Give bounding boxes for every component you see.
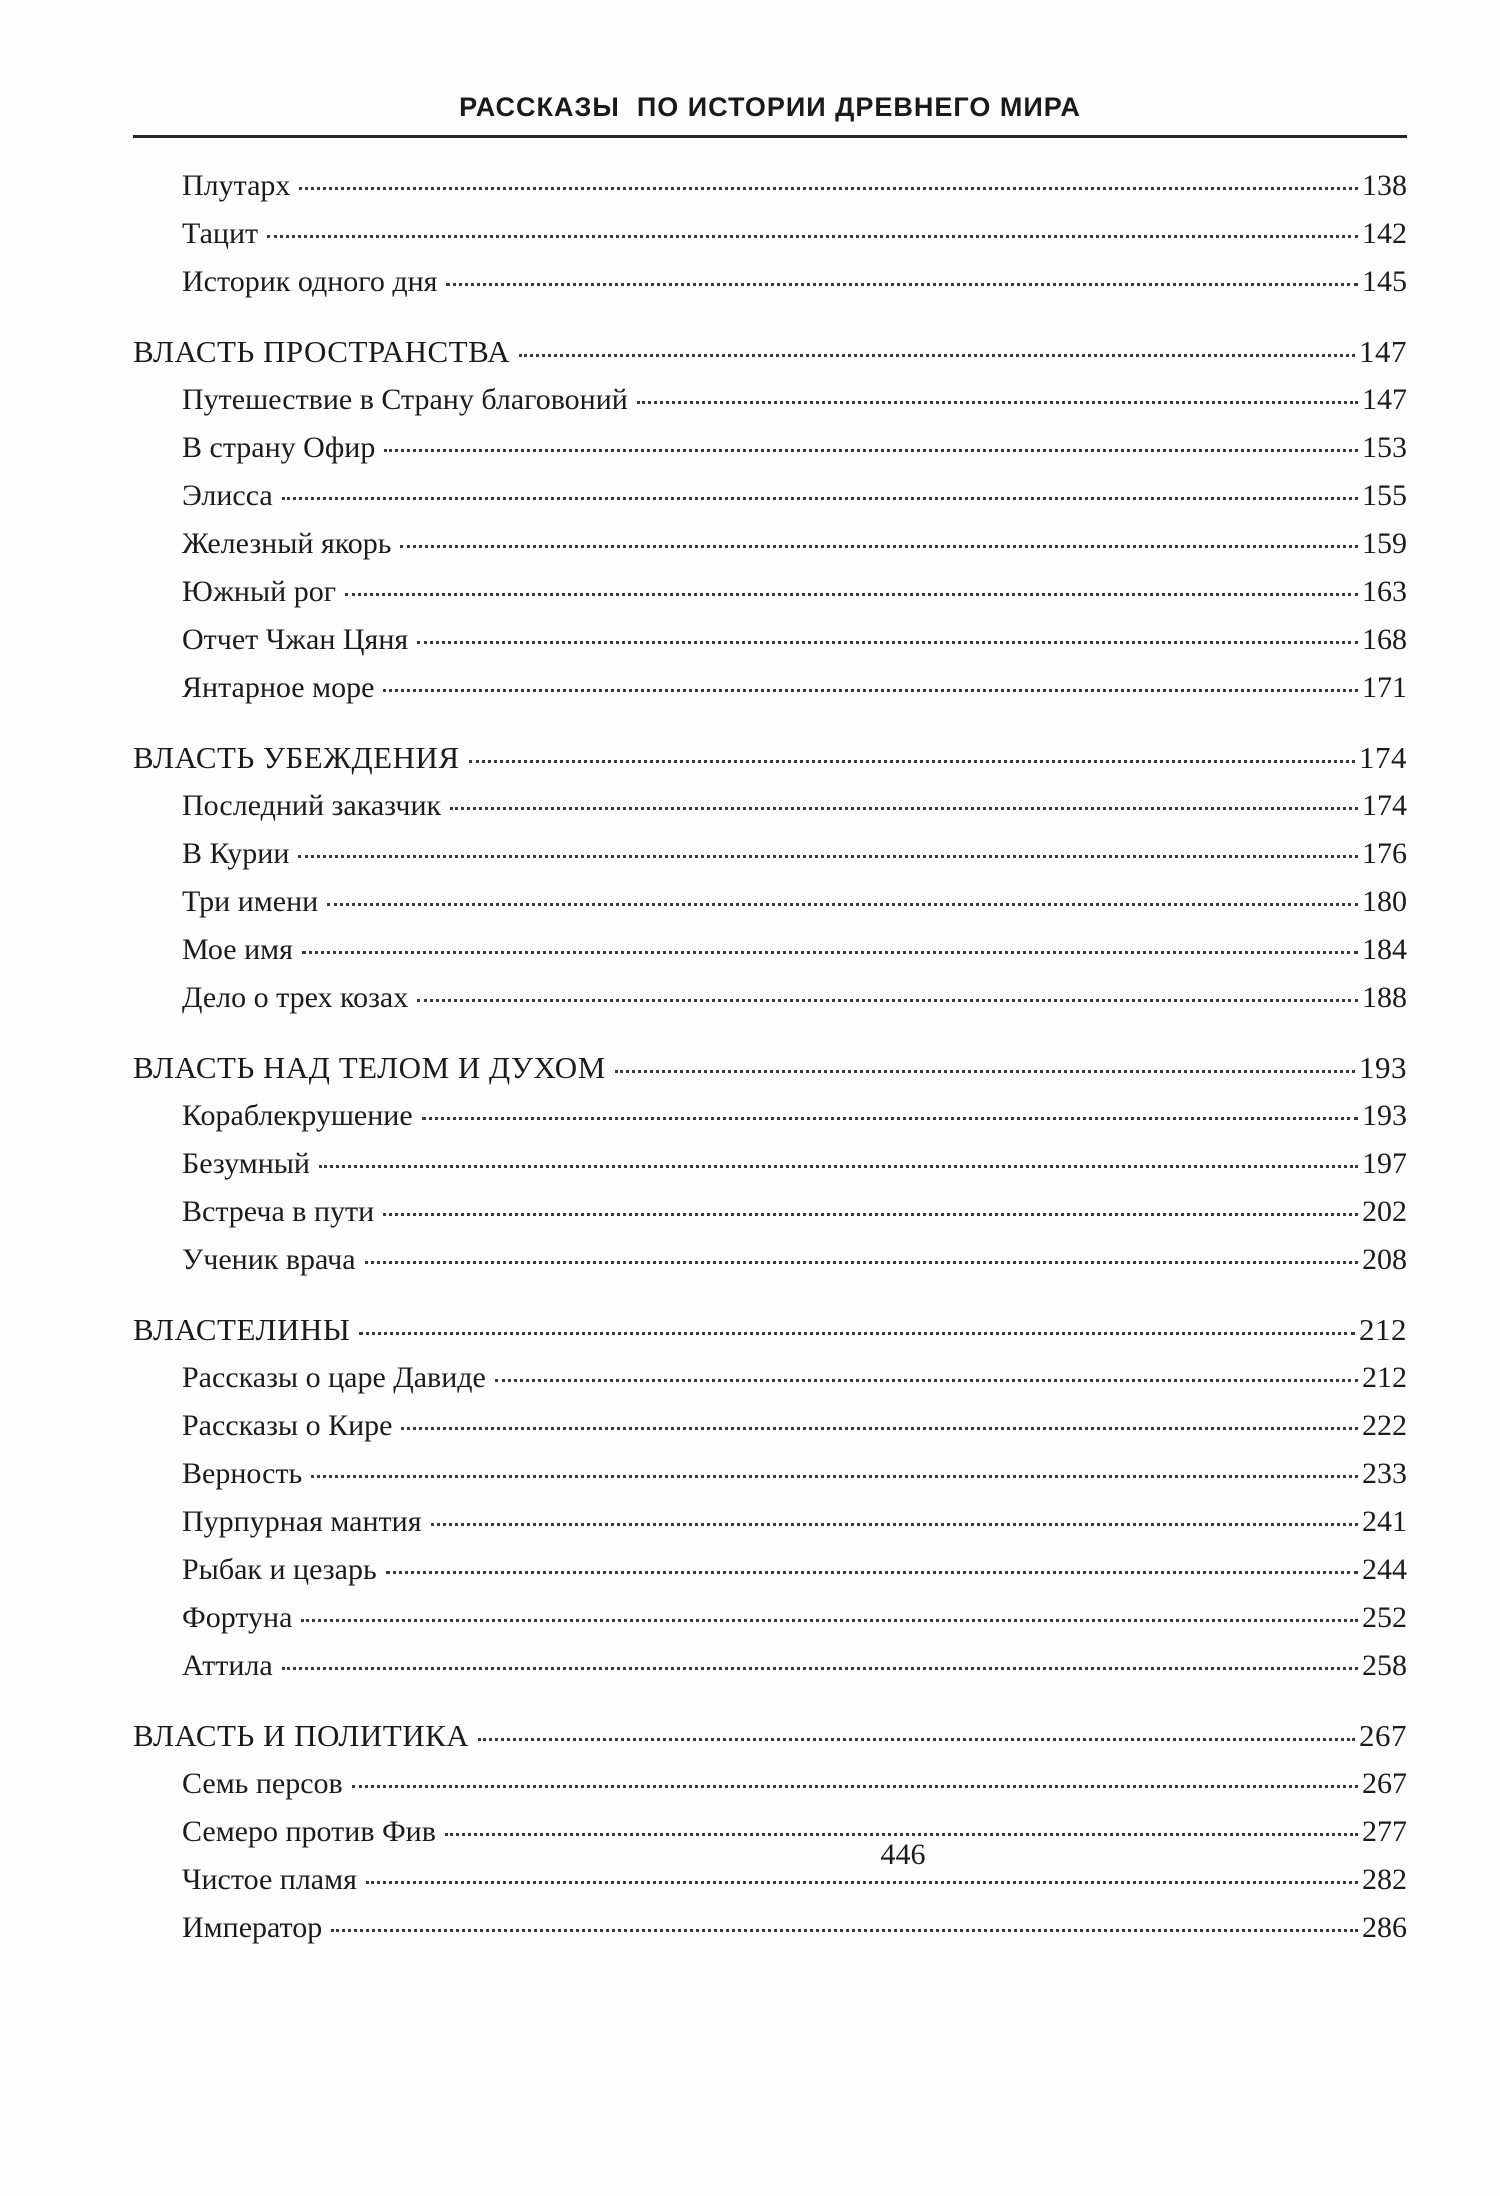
toc-list [133, 162, 1407, 1952]
toc-entry-label: Чистое пламя [182, 1863, 357, 1896]
toc-leader-dots [495, 1379, 1358, 1382]
toc-leader-dots [282, 497, 1358, 500]
toc-entry-page: 193 [1359, 1050, 1407, 1085]
toc-item-row [133, 974, 1407, 1022]
toc-entry-page: 202 [1362, 1195, 1407, 1228]
toc-leader-dots [345, 593, 1358, 596]
toc-item-row [133, 568, 1407, 616]
toc-item-row [133, 376, 1407, 424]
toc-leader-dots [445, 1833, 1358, 1836]
toc-entry-page: 147 [1362, 383, 1407, 416]
toc-entry-page: 168 [1362, 623, 1407, 656]
toc-entry-label: Отчет Чжан Цяня [182, 623, 409, 656]
toc-entry-label: Семь персов [182, 1767, 343, 1800]
toc-entry-label: Семеро против Фив [182, 1815, 436, 1848]
toc-entry-page: 208 [1362, 1243, 1407, 1276]
toc-item-row [133, 424, 1407, 472]
toc-entry-label: Пурпурная мантия [182, 1505, 422, 1538]
toc-leader-dots [331, 1929, 1358, 1932]
toc-entry-page: 258 [1362, 1649, 1407, 1682]
toc-leader-dots [365, 1261, 1358, 1264]
toc-entry-label: Кораблекрушение [182, 1099, 413, 1132]
toc-entry-label: ВЛАСТЬ УБЕЖДЕНИЯ [133, 740, 460, 775]
toc-entry-label: Железный якорь [182, 527, 392, 560]
toc-leader-dots [383, 689, 1358, 692]
toc-leader-dots [282, 1667, 1358, 1670]
toc-item-row [133, 1594, 1407, 1642]
page-footer [266, 1838, 1500, 1872]
toc-entry-page: 147 [1359, 334, 1407, 369]
toc-item-row [133, 878, 1407, 926]
toc-entry-page: 267 [1362, 1767, 1407, 1800]
toc-leader-dots [431, 1523, 1358, 1526]
toc-leader-dots [327, 903, 1358, 906]
toc-entry-label: Рассказы о царе Давиде [182, 1361, 486, 1394]
toc-item-row [133, 1354, 1407, 1402]
toc-entry-label: Тацит [182, 217, 259, 250]
toc-entry-label: Рассказы о Кире [182, 1409, 393, 1442]
toc-entry-page: 153 [1362, 431, 1407, 464]
toc-leader-dots [302, 951, 1358, 954]
toc-entry-label: Историк одного дня [182, 265, 438, 298]
toc-entry-label: В Курии [182, 837, 290, 870]
toc-leader-dots [359, 1332, 1355, 1335]
toc-entry-page: 241 [1362, 1505, 1407, 1538]
toc-entry-label: Дело о трех козах [182, 981, 409, 1014]
toc-item-row [133, 1904, 1407, 1952]
toc-entry-label: Янтарное море [182, 671, 375, 704]
toc-leader-dots [417, 641, 1358, 644]
toc-entry-label: Рыбак и цезарь [182, 1553, 377, 1586]
toc-leader-dots [386, 1571, 1358, 1574]
page-header-title: РАССКАЗЫ ПО ИСТОРИИ ДРЕВНЕГО МИРА [459, 92, 1081, 122]
toc-section-row [133, 1306, 1407, 1354]
toc-entry-label: ВЛАСТЬ ПРОСТРАНСТВА [133, 334, 511, 369]
toc-entry-label: Элисса [182, 479, 273, 512]
toc-leader-dots [446, 283, 1358, 286]
toc-section-row [133, 1044, 1407, 1092]
toc-entry-label: Плутарх [182, 169, 291, 202]
toc-entry-label: Встреча в пути [182, 1195, 375, 1228]
toc-item-row [133, 1236, 1407, 1284]
toc-entry-page: 138 [1362, 169, 1407, 202]
toc-entry-page: 252 [1362, 1601, 1407, 1634]
header-rule [133, 135, 1407, 138]
toc-leader-dots [422, 1117, 1358, 1120]
toc-leader-dots [637, 401, 1358, 404]
toc-entry-page: 277 [1362, 1815, 1407, 1848]
toc-entry-page: 222 [1362, 1409, 1407, 1442]
toc-leader-dots [469, 760, 1355, 763]
toc-entry-page: 184 [1362, 933, 1407, 966]
toc-entry-label: ВЛАСТЬ И ПОЛИТИКА [133, 1718, 470, 1753]
toc-entry-label: Мое имя [182, 933, 293, 966]
toc-entry-label: Верность [182, 1457, 303, 1490]
toc-entry-page: 171 [1362, 671, 1407, 704]
toc-item-row [133, 1760, 1407, 1808]
toc-entry-page: 244 [1362, 1553, 1407, 1586]
toc-entry-label: Фортуна [182, 1601, 293, 1634]
toc-item-row [133, 664, 1407, 712]
toc-item-row [133, 830, 1407, 878]
toc-entry-label: Безумный [182, 1147, 310, 1180]
toc-entry-label: Император [182, 1911, 323, 1944]
toc-entry-label: ВЛАСТЬ НАД ТЕЛОМ И ДУХОМ [133, 1050, 606, 1085]
toc-entry-page: 163 [1362, 575, 1407, 608]
toc-leader-dots [401, 1427, 1358, 1430]
running-header [133, 0, 1407, 138]
toc-item-row [133, 616, 1407, 664]
toc-entry-page: 159 [1362, 527, 1407, 560]
toc-entry-page: 267 [1359, 1718, 1407, 1753]
toc-item-row [133, 1642, 1407, 1690]
toc-leader-dots [352, 1785, 1358, 1788]
toc-entry-page: 155 [1362, 479, 1407, 512]
toc-item-row [133, 1450, 1407, 1498]
toc-entry-page: 197 [1362, 1147, 1407, 1180]
toc-item-row [133, 1092, 1407, 1140]
toc-item-row [133, 1140, 1407, 1188]
toc-entry-page: 193 [1362, 1099, 1407, 1132]
toc-section-row [133, 1712, 1407, 1760]
toc-leader-dots [478, 1738, 1355, 1741]
toc-item-row [133, 1498, 1407, 1546]
toc-entry-label: Ученик врача [182, 1243, 356, 1276]
toc-item-row [133, 520, 1407, 568]
toc-item-row [133, 1402, 1407, 1450]
toc-entry-label: В страну Офир [182, 431, 376, 464]
toc-leader-dots [298, 855, 1358, 858]
toc-item-row [133, 1546, 1407, 1594]
page-number: 446 [880, 1838, 926, 1871]
toc-entry-page: 174 [1359, 740, 1407, 775]
toc-leader-dots [383, 1213, 1358, 1216]
toc-item-row [133, 162, 1407, 210]
toc-entry-page: 212 [1359, 1312, 1407, 1347]
toc-entry-label: ВЛАСТЕЛИНЫ [133, 1312, 351, 1347]
toc-item-row [133, 926, 1407, 974]
toc-entry-label: Последний заказчик [182, 789, 442, 822]
toc-entry-page: 233 [1362, 1457, 1407, 1490]
toc-leader-dots [299, 187, 1358, 190]
toc-entry-page: 176 [1362, 837, 1407, 870]
toc-entry-page: 174 [1362, 789, 1407, 822]
toc-leader-dots [615, 1070, 1355, 1073]
toc-item-row [133, 472, 1407, 520]
toc-entry-page: 286 [1362, 1911, 1407, 1944]
toc-leader-dots [311, 1475, 1358, 1478]
toc-leader-dots [417, 999, 1358, 1002]
toc-entry-label: Аттила [182, 1649, 273, 1682]
toc-entry-page: 180 [1362, 885, 1407, 918]
toc-item-row [133, 210, 1407, 258]
toc-section-row [133, 734, 1407, 782]
toc-entry-page: 212 [1362, 1361, 1407, 1394]
toc-entry-label: Путешествие в Страну благовоний [182, 383, 628, 416]
toc-leader-dots [384, 449, 1358, 452]
toc-leader-dots [519, 354, 1355, 357]
toc-leader-dots [319, 1165, 1358, 1168]
toc-item-row [133, 782, 1407, 830]
toc-entry-page: 145 [1362, 265, 1407, 298]
toc-entry-label: Южный рог [182, 575, 336, 608]
toc-section-row [133, 328, 1407, 376]
toc-item-row [133, 258, 1407, 306]
toc-leader-dots [267, 235, 1358, 238]
page-content [133, 0, 1407, 1952]
toc-entry-page: 188 [1362, 981, 1407, 1014]
toc-entry-page: 142 [1362, 217, 1407, 250]
toc-leader-dots [301, 1619, 1358, 1622]
toc-entry-page: 282 [1362, 1863, 1407, 1896]
toc-entry-label: Три имени [182, 885, 319, 918]
toc-leader-dots [400, 545, 1358, 548]
toc-leader-dots [450, 807, 1358, 810]
toc-item-row [133, 1188, 1407, 1236]
toc-leader-dots [366, 1881, 1358, 1884]
